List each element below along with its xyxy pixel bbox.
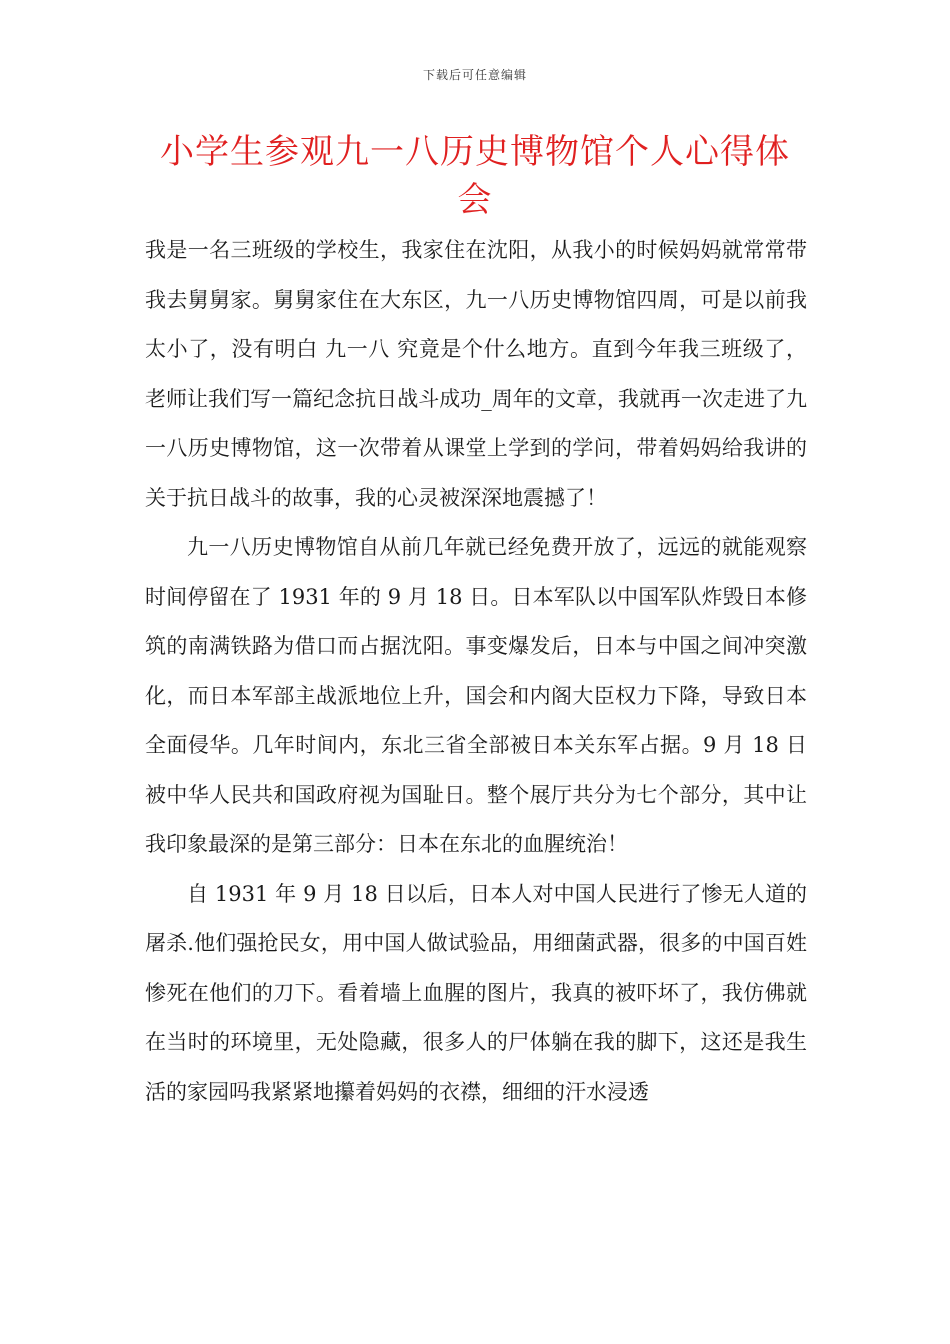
header-note: 下载后可任意编辑 xyxy=(422,68,527,82)
paragraph-1: 我是一名三班级的学校生，我家住在沈阳，从我小的时候妈妈就常常带我去舅舅家。舅舅家住在大东区，九一八历史博物馆四周，可是以前我太小了，没有明白 九一八 究竟是个什么地方。直到今年我三班级了，老师让我们写一篇纪念抗日战斗成功_周年的文章，我就再一次走进了九一八历史博物馆，这一次带着从课堂上学到的学问，带着妈妈给我讲的关于抗日战斗的故事，我的心灵被深深地震撼了！ xyxy=(145,238,807,510)
paragraph-3: 自 1931 年 9 月 18 日以后，日本人对中国人民进行了惨无人道的屠杀.他们强抢民女，用中国人做试验品，用细菌武器，很多的中国百姓惨死在他们的刀下。看着墙上血腥的图片，我真的被吓坏了，我仿佛就在当时的环境里，无处隐藏，很多人的尸体躺在我的脚下，这还是我生活的家园吗我紧紧地攥着妈妈的衣襟，细细的汗水浸透 xyxy=(145,881,807,1104)
paragraph-2: 九一八历史博物馆自从前几年就已经免费开放了，远远的就能观察时间停留在了 1931 年的 9 月 18 日。日本军队以中国军队炸毁日本修筑的南满铁路为借口而占据沈阳。事变爆发后，日本与中国之间冲突激化，而日本军部主战派地位上升，国会和内阁大臣权力下降，导致日本全面侵华。几年时间内，东北三省全部被日本关东军占据。9 月 18 日被中华人民共和国政府视为国耻日。整个展厅共分为七个部分，其中让我印象最深的是第三部分：日本在东北的血腥统治！ xyxy=(145,535,807,856)
document-title: 小学生参观九一八历史博物馆个人心得体会 xyxy=(160,132,790,220)
document-body xyxy=(145,226,807,1117)
